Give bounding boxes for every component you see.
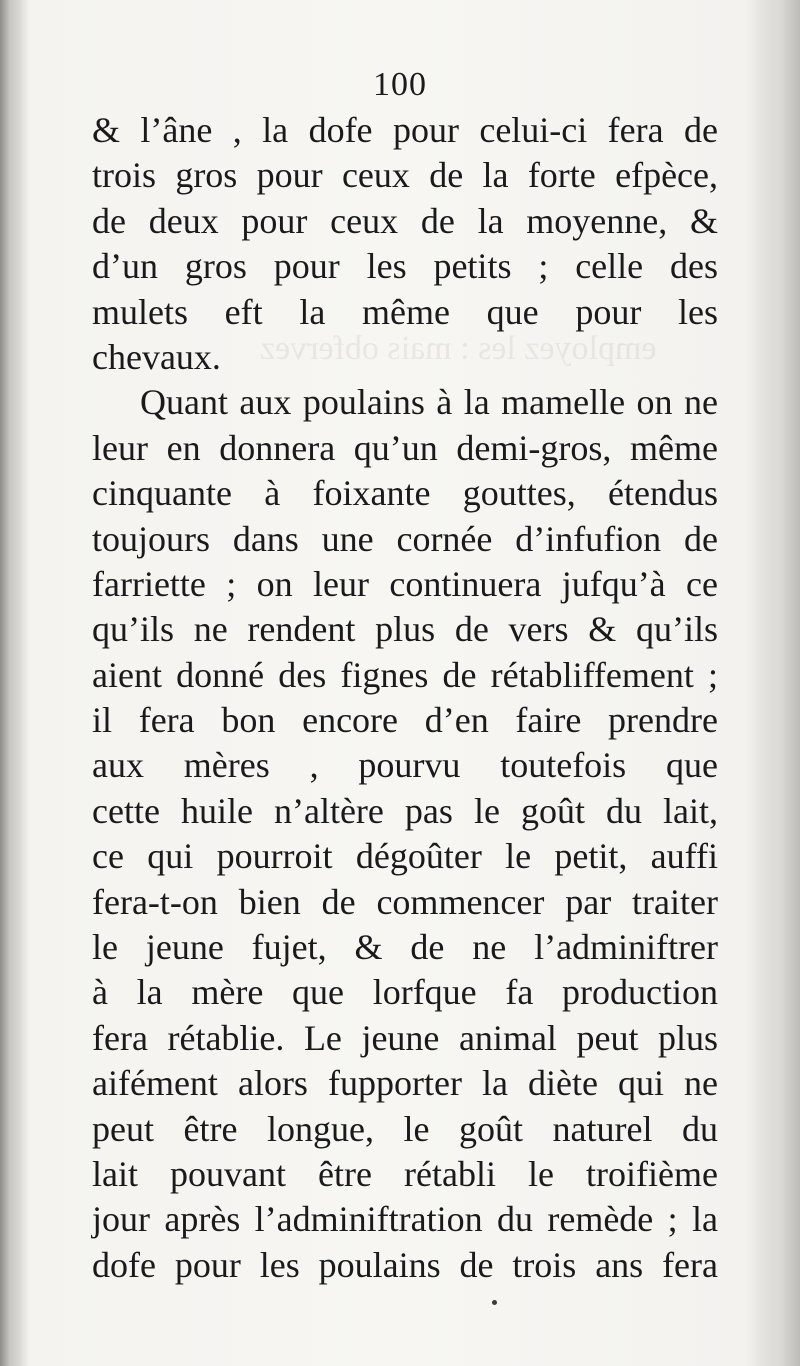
page-number: 100 — [373, 66, 427, 103]
binding-shadow — [0, 0, 30, 1366]
text-line: dofe pour les poulains de trois ans fera — [92, 1244, 718, 1285]
text-line: il fera bon encore d’en faire prendre — [92, 700, 718, 741]
text-line: cette huile n’altère pas le goût du lait, — [92, 790, 718, 831]
text-line: qu’ils ne rendent plus de vers & qu’ils — [92, 609, 718, 650]
text-line: trois gros pour ceux de la forte efpèce, — [92, 155, 718, 196]
text-line: fera-t-on bien de commencer par traiter — [92, 881, 718, 922]
body-text — [92, 108, 718, 1288]
ink-speck — [492, 1300, 497, 1305]
text-line: d’un gros pour les petits ; celle des — [92, 246, 718, 287]
text-line: de deux pour ceux de la moyenne, & — [92, 200, 718, 241]
text-line: chevaux. — [92, 336, 221, 377]
text-line: mulets eft la même que pour les — [92, 291, 718, 332]
text-line: aux mères , pourvu toutefois que — [92, 745, 718, 786]
text-line: ce qui pourroit dégoûter le petit, auffi — [92, 836, 718, 877]
text-line: à la mère que lorfque fa production — [92, 972, 718, 1013]
text-line: aifément alors fupporter la diète qui ne — [92, 1063, 718, 1104]
show-through-text: employez les : mais obfervez — [260, 330, 657, 367]
text-line: fera rétablie. Le jeune animal peut plus — [92, 1017, 718, 1058]
text-line: leur en donnera qu’un demi-gros, même — [92, 427, 718, 468]
paragraph-2 — [92, 380, 718, 1288]
text-line: le jeune fujet, & de ne l’adminiftrer — [92, 927, 718, 968]
text-line: peut être longue, le goût naturel du — [92, 1108, 718, 1149]
text-line: lait pouvant être rétabli le troifième — [92, 1153, 718, 1194]
text-line: Quant aux poulains à la mamelle on ne — [140, 382, 718, 423]
paragraph-1 — [92, 108, 718, 380]
text-line: jour après l’adminiftration du remède ; la — [92, 1199, 718, 1240]
text-line: & l’âne , la dofe pour celui-ci fera de — [92, 110, 718, 150]
text-line: aient donné des fignes de rétabliffement ; — [92, 654, 718, 695]
text-line: cinquante à foixante gouttes, étendus — [92, 473, 718, 514]
page-edge-shadow — [745, 0, 800, 1366]
text-line: toujours dans une cornée d’infufion de — [92, 518, 718, 559]
text-line: farriette ; on leur continuera jufqu’à ce — [92, 563, 718, 604]
